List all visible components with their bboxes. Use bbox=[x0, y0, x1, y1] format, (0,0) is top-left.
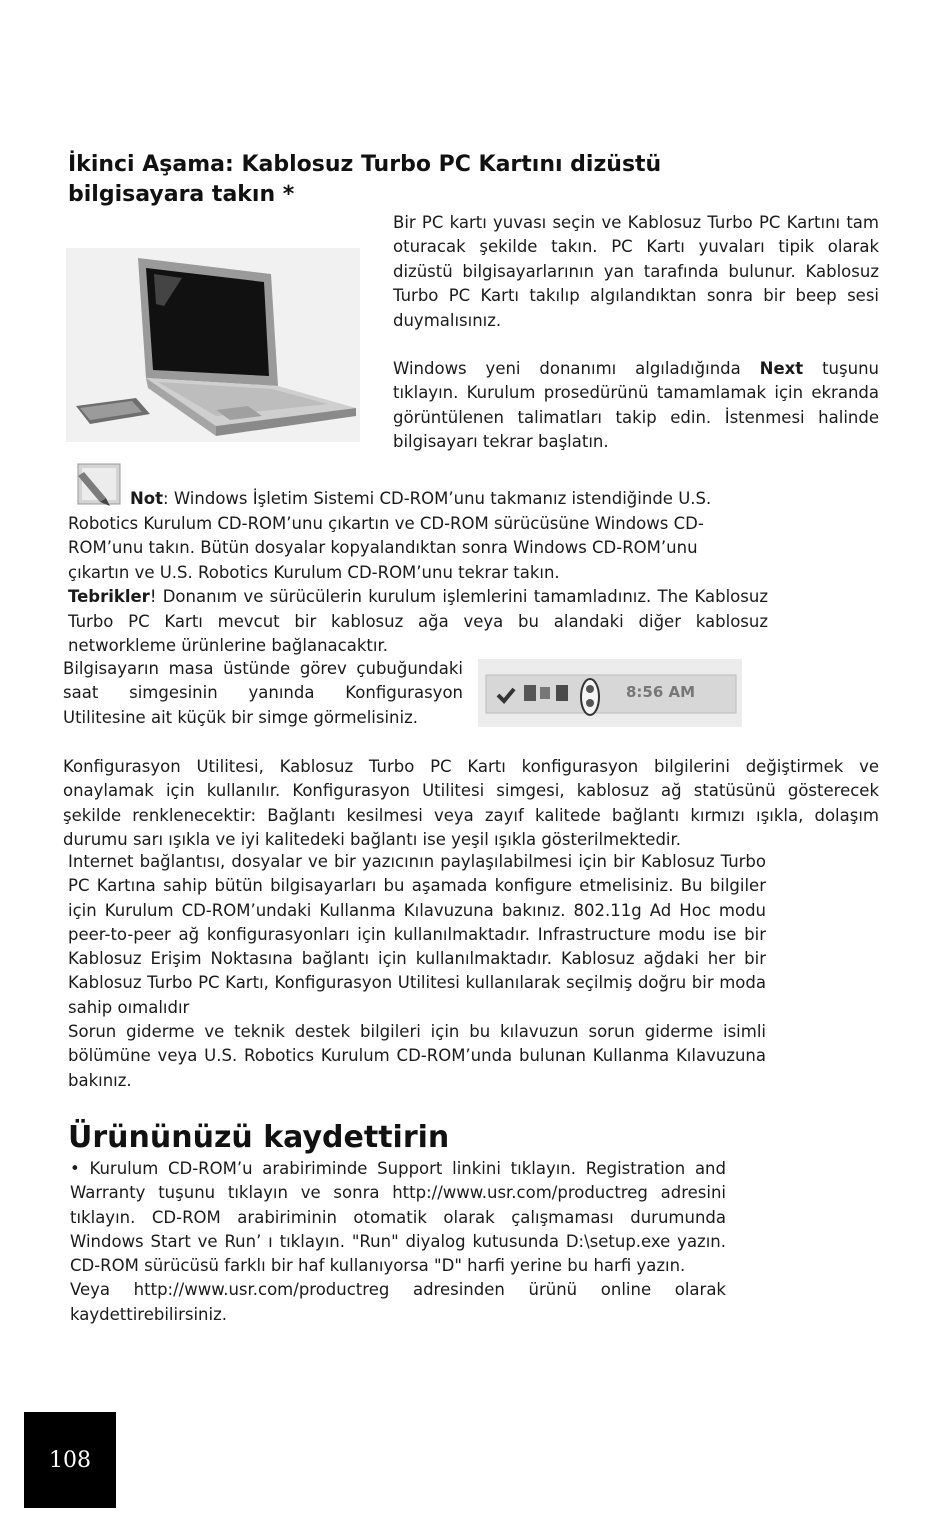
register-bullet bbox=[70, 1157, 726, 1278]
note-block bbox=[68, 487, 768, 659]
step-paragraph-next bbox=[393, 357, 879, 455]
troubleshoot-paragraph: Sorun giderme ve teknik destek bilgileri için bu kılavuzun sorun giderme isimli bölümüne veya U.S. Robotics Kurulum CD-ROM’unda bulunan Kullanma Kılavuzuna bakınız. bbox=[68, 1022, 766, 1090]
taskbar-tray-graphic bbox=[478, 659, 742, 727]
note-line: ROM’unu takın. Bütün dosyalar kopyalandıktan sonra Windows CD-ROM’unu bbox=[68, 538, 698, 557]
next-keyword: Next bbox=[759, 359, 804, 379]
congrats-paragraph bbox=[68, 585, 768, 659]
step-instructions bbox=[393, 211, 879, 455]
section-heading: İkinci Aşama: Kablosuz Turbo PC Kartını dizüstü bilgisayara takın * bbox=[68, 152, 662, 207]
tray-clock-time: 8:56 AM bbox=[626, 683, 696, 701]
taskbar-tray-image bbox=[478, 659, 742, 727]
network-paragraphs bbox=[68, 850, 766, 1093]
config-paragraph: Konfigurasyon Utilitesi, Kablosuz Turbo PC Kartı konfigurasyon bilgilerini değiştirmek ve onaylamak için kullanılır. Konfigurasyon Utilitesi simgesi, kablosuz ağ statüsünü gösterecek şekilde renklenecektir: Bağlantı kesilmesi veya zayıf kalitede bağlantı kırmızı ışıkla, dolaşım durumu sarı ışıkla ve iyi kalitedeki bağlantı ise yeşil ışıkla gösterilmektedir. bbox=[63, 757, 879, 850]
register-instructions bbox=[70, 1157, 726, 1327]
bullet-symbol: • bbox=[70, 1159, 80, 1178]
step-paragraph: Bir PC kartı yuvası seçin ve Kablosuz Turbo PC Kartını tam oturacak şekilde takın. PC Kartı yuvaları tipik olarak dizüstü bilgisayarlarının yan tarafında bulunur. Kablosuz Turbo PC Kartı takılıp algılandıktan sonra bir beep sesi duymalısınız. bbox=[393, 213, 879, 330]
congrats-label: Tebrikler bbox=[68, 587, 150, 606]
tray-paragraph: Bilgisayarın masa üstünde görev çubuğundaki saat simgesinin yanında Konfigurasyon Utilitesine ait küçük bir simge görmelisiniz. bbox=[63, 659, 463, 727]
note-line: Robotics Kurulum CD-ROM’unu çıkartın ve CD-ROM sürücüsüne Windows CD- bbox=[68, 513, 704, 533]
congrats-text: ! Donanım ve sürücülerin kurulum işlemlerini tamamladınız. The Kablosuz Turbo PC Kartı mevcut bir kablosuz ağa veya bu alandaki diğer kablosuz networkleme ürünlerine bağlanacaktır. bbox=[68, 587, 768, 655]
register-final: Veya http://www.usr.com/productreg adresinden ürünü online olarak kaydettirebilirsiniz. bbox=[70, 1280, 726, 1324]
step-text-before: Windows yeni donanımı algıladığında bbox=[393, 359, 760, 379]
page-number-box bbox=[24, 1412, 116, 1508]
note-line: çıkartın ve U.S. Robotics Kurulum CD-ROM’unu tekrar takın. bbox=[68, 562, 560, 582]
note-text: : Windows İşletim Sistemi CD-ROM’unu takmanız istendiğinde U.S. bbox=[163, 489, 712, 508]
page-number: 108 bbox=[49, 1447, 91, 1473]
network-paragraph: Internet bağlantısı, dosyalar ve bir yazıcının paylaşılabilmesi için bir Kablosuz Turbo PC Kartına sahip bütün bilgisayarları bu aşamada konfigure etmelisiniz. Bu bilgiler için Kurulum CD-ROM’undaki Kullanma Kılavuzuna bakınız. 802.11g Ad Hoc modu peer-to-peer ağ konfigurasyonları için kullanılmaktadır. Infrastructure modu ise bir Kablosuz Erişim Noktasına bağlantı için kullanılmaktadır. Kablosuz ağdaki her bir Kablosuz Turbo PC Kartı, Konfigurasyon Utilitesi kullanılarak seçilmiş doğru bir moda sahip oımalıdır bbox=[68, 852, 766, 1017]
register-bullet-text: Kurulum CD-ROM’u arabiriminde Support linkini tıklayın. Registration and Warranty tuşunu tıklayın ve sonra http://www.usr.com/productreg adresini tıklayın. CD-ROM arabiriminin otomatik olarak çalışmaması durumunda Windows Start ve Run’ ı tıklayın. "Run" diyalog kutusunda D:\setup.exe yazın. CD-ROM sürücüsü farklı bir haf kullanıyorsa "D" harfi yerine bu harfi yazın. bbox=[70, 1159, 726, 1276]
register-heading: Ürününüzü kaydettirin bbox=[68, 1120, 450, 1155]
laptop-illustration bbox=[66, 248, 360, 442]
step-text-after: tuşunu tıklayın. Kurulum prosedürünü tamamlamak için ekranda görüntülenen talimatları takip edin. İstenmesi halinde bilgisayarı tekrar başlatın. bbox=[393, 359, 879, 452]
note-line bbox=[68, 487, 768, 512]
note-label: Not bbox=[130, 489, 164, 508]
